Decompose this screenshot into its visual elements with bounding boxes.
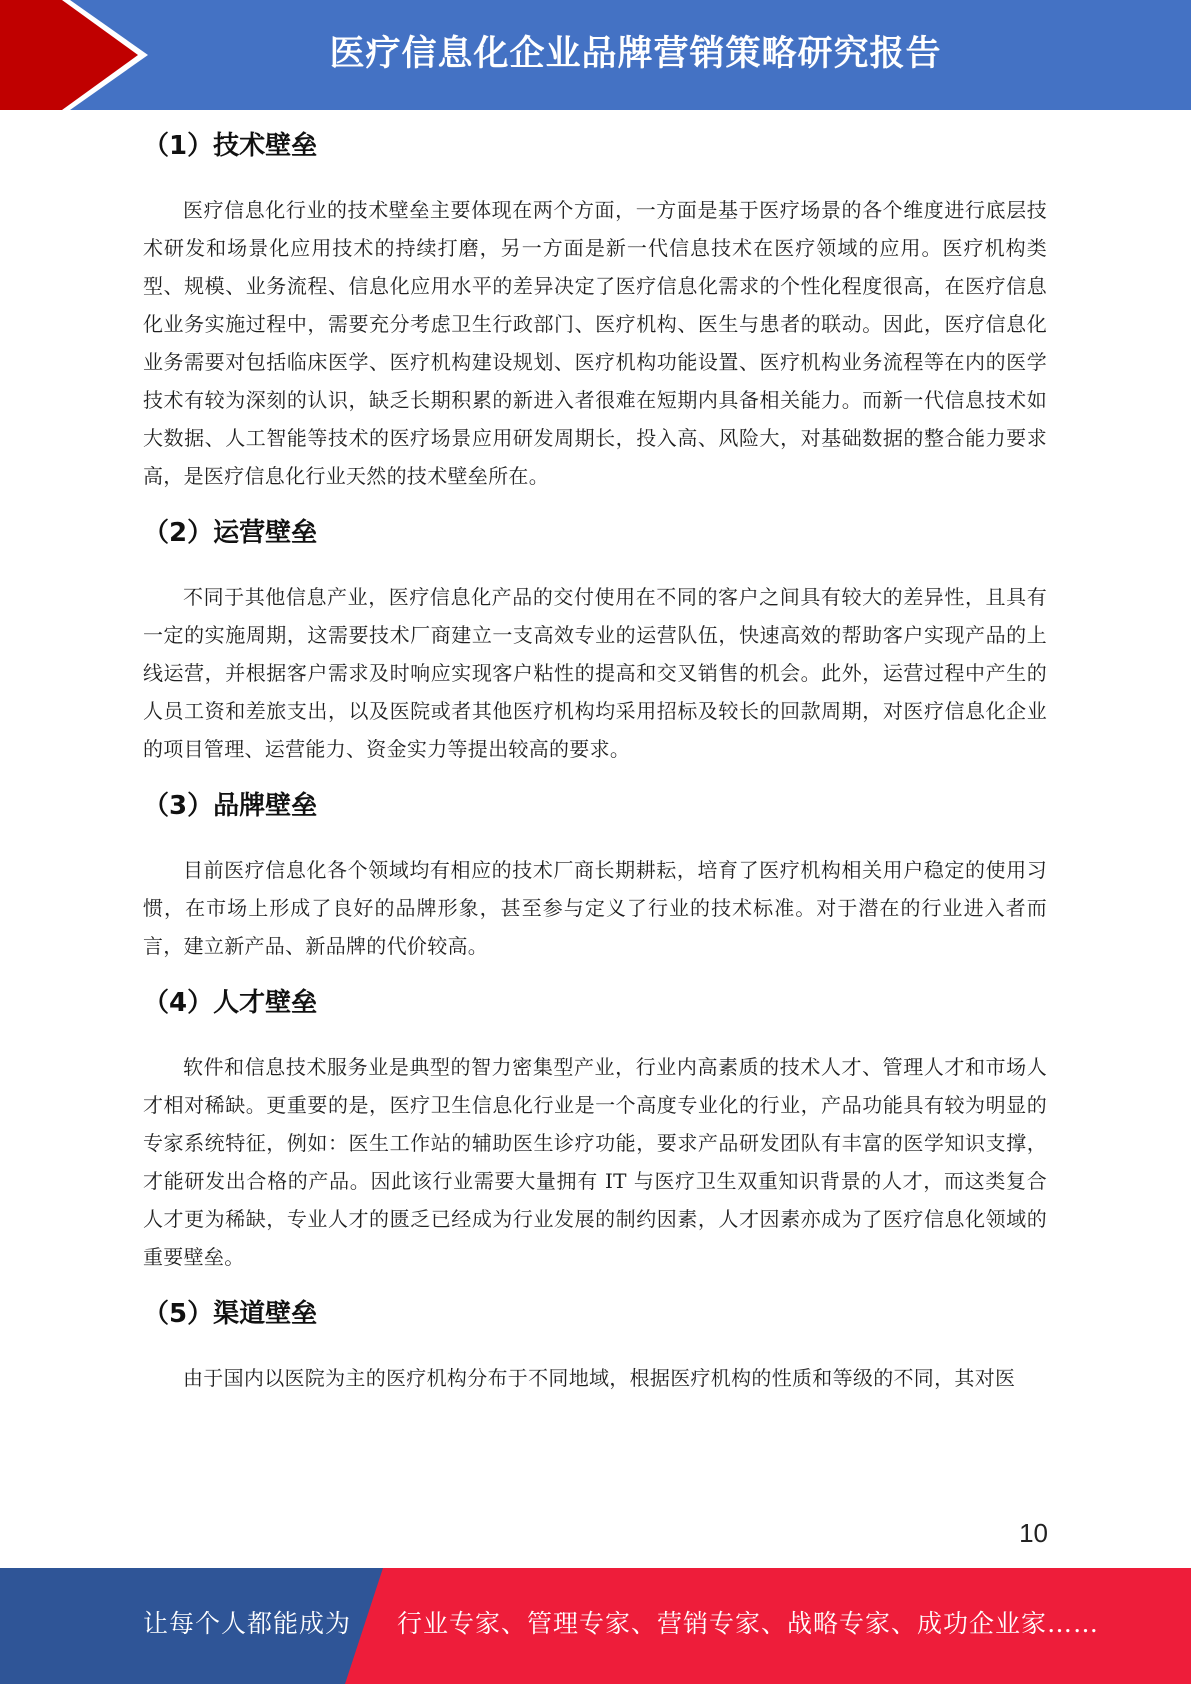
section-operation-barrier — [143, 513, 1047, 768]
section-paragraph: 医疗信息化行业的技术壁垒主要体现在两个方面，一方面是基于医疗场景的各个维度进行底层技术研发和场景化应用技术的持续打磨，另一方面是新一代信息技术在医疗领域的应用。医疗机构类型、规模、业务流程、信息化应用水平的差异决定了医疗信息化需求的个性化程度很高，在医疗信息化业务实施过程中，需要充分考虑卫生行政部门、医疗机构、医生与患者的联动。因此，医疗信息化业务需要对包括临床医学、医疗机构建设规划、医疗机构功能设置、医疗机构业务流程等在内的医学技术有较为深刻的认识，缺乏长期积累的新进入者很难在短期内具备相关能力。而新一代信息技术如大数据、人工智能等技术的医疗场景应用研发周期长，投入高、风险大，对基础数据的整合能力要求高，是医疗信息化行业天然的技术壁垒所在。 — [143, 198, 1047, 488]
section-paragraph: 软件和信息技术服务业是典型的智力密集型产业，行业内高素质的技术人才、管理人才和市场人才相对稀缺。更重要的是，医疗卫生信息化行业是一个高度专业化的行业，产品功能具有较为明显的专家系统特征，例如：医生工作站的辅助医生诊疗功能，要求产品研发团队有丰富的医学知识支撑，才能研发出合格的产品。因此该行业需要大量拥有 IT 与医疗卫生双重知识背景的人才，而这类复合人才更为稀缺，专业人才的匮乏已经成为行业发展的制约因素，人才因素亦成为了医疗信息化领域的重要壁垒。 — [143, 1055, 1047, 1269]
report-title: 医疗信息化企业品牌营销策略研究报告 — [329, 34, 942, 74]
section-heading: （1）技术壁垒 — [143, 131, 318, 161]
footer-slogan-left: 让每个人都能成为 — [143, 1609, 352, 1638]
section-heading: （3）品牌壁垒 — [143, 791, 318, 821]
page-number: 10 — [1019, 1518, 1048, 1548]
section-heading: （5）渠道壁垒 — [143, 1299, 318, 1329]
section-talent-barrier — [143, 983, 1047, 1276]
section-paragraph: 由于国内以医院为主的医疗机构分布于不同地域，根据医疗机构的性质和等级的不同，其对医 — [183, 1366, 1016, 1390]
header-banner — [0, 0, 1191, 110]
section-heading: （2）运营壁垒 — [143, 518, 318, 548]
section-paragraph: 目前医疗信息化各个领域均有相应的技术厂商长期耕耘，培育了医疗机构相关用户稳定的使用习惯，在市场上形成了良好的品牌形象，甚至参与定义了行业的技术标准。对于潜在的行业进入者而言，建立新产品、新品牌的代价较高。 — [143, 858, 1047, 958]
footer-banner — [0, 1568, 1191, 1684]
page-content — [143, 126, 1047, 1415]
section-paragraph: 不同于其他信息产业，医疗信息化产品的交付使用在不同的客户之间具有较大的差异性，且具有一定的实施周期，这需要技术厂商建立一支高效专业的运营队伍，快速高效的帮助客户实现产品的上线运营，并根据客户需求及时响应实现客户粘性的提高和交叉销售的机会。此外，运营过程中产生的人员工资和差旅支出，以及医院或者其他医疗机构均采用招标及较长的回款周期，对医疗信息化企业的项目管理、运营能力、资金实力等提出较高的要求。 — [143, 585, 1047, 761]
section-tech-barrier — [143, 126, 1047, 495]
section-channel-barrier — [143, 1294, 1047, 1397]
section-brand-barrier — [143, 786, 1047, 965]
section-heading: （4）人才壁垒 — [143, 988, 318, 1018]
footer-slogan-right: 行业专家、管理专家、营销专家、战略专家、成功企业家…… — [397, 1609, 1100, 1638]
